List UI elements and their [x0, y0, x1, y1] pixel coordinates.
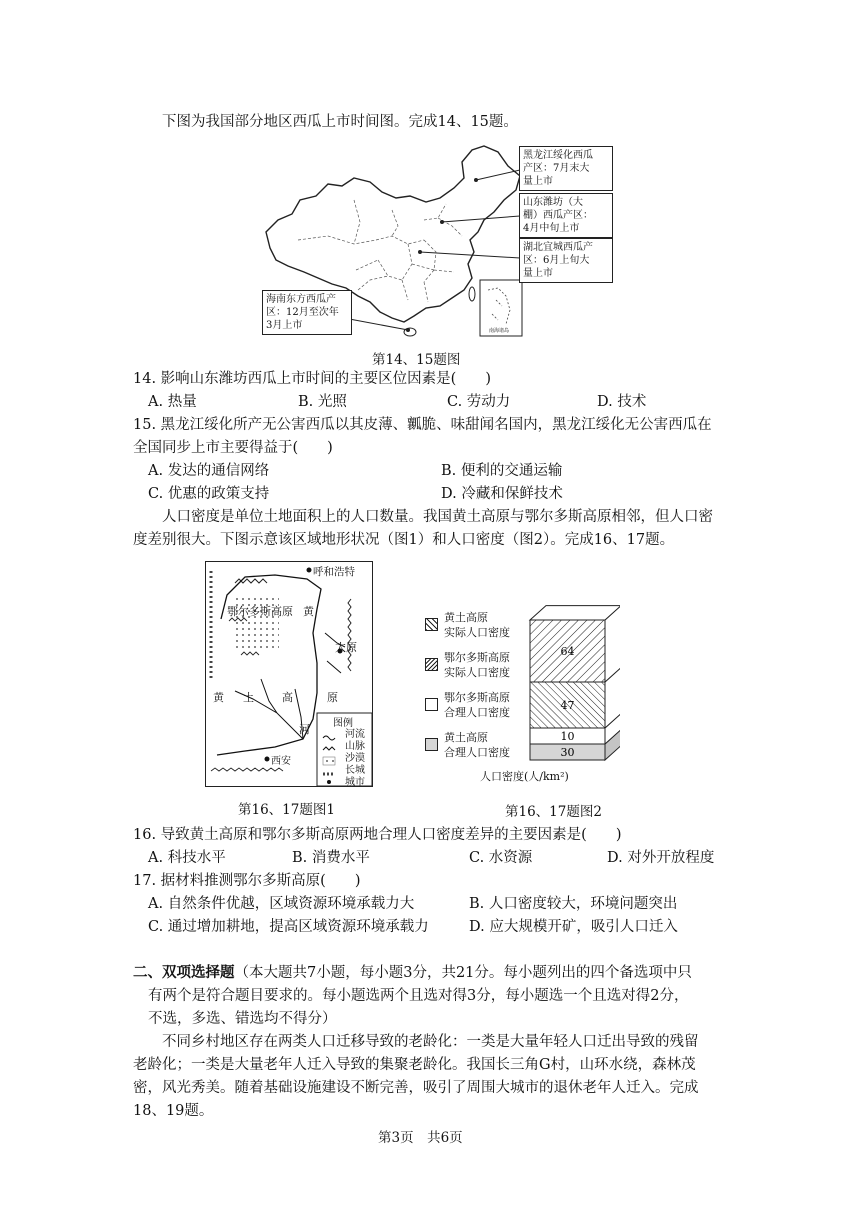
huhehaote-dot [307, 568, 312, 573]
bar-ordos-actual-label: 47 [560, 699, 575, 712]
dongfang-dot [406, 328, 410, 332]
callout-heilongjiang: 黑龙江绥化西瓜 产区：7月末大 量上市 [519, 146, 613, 191]
label-ordos: 鄂尔多斯高原 [227, 605, 293, 618]
legend-swatch [425, 738, 438, 751]
q14-option-d[interactable]: D. 技术 [597, 394, 647, 410]
fig1-caption: 第16、17题图1 [238, 802, 335, 818]
legend-item-city: 城市 [345, 777, 365, 788]
section2-title: 二、双项选择题 [133, 964, 235, 981]
q16-stem: 16. 导致黄土高原和鄂尔多斯高原两地合理人口密度差异的主要因素是( ) [133, 827, 622, 843]
section2-desc2: 有两个是符合题目要求的。每小题选两个且选对得3分，每小题选一个且选对得2分， [148, 988, 689, 1004]
q15-stem-line1: 15. 黑龙江绥化所产无公害西瓜以其皮薄、瓤脆、味甜闻名国内，黑龙江绥化无公害西瓜在 [133, 417, 712, 433]
intro-18-19-line2: 老龄化；一类是大量老年人迁入导致的集聚老龄化。我国长三角G村，山环水绕，森林茂 [133, 1057, 696, 1073]
page-footer: 第3页 共6页 [378, 1130, 463, 1146]
density-chart-figure [420, 600, 620, 785]
callout-shandong: 山东潍坊（大 棚）西瓜产区： 4月中旬上市 [519, 193, 613, 238]
density-legend-item [420, 690, 520, 724]
q16-option-a[interactable]: A. 科技水平 [148, 850, 226, 866]
section2-line1 [133, 963, 692, 983]
terrain-map-figure [205, 561, 373, 787]
label-yuan: 原 [327, 691, 338, 704]
bar-loess-actual-label: 64 [560, 645, 575, 658]
intro-16-17-line1: 人口密度是单位土地面积上的人口数量。我国黄土高原与鄂尔多斯高原相邻，但人口密 [162, 509, 713, 525]
section2-desc3: 不选，多选、错选均不得分） [148, 1011, 337, 1027]
label-tu: 土 [243, 691, 254, 704]
q16-option-d[interactable]: D. 对外开放程度 [607, 850, 715, 866]
legend-label-line2: 合理人口密度 [444, 746, 510, 759]
label-xian: 西安 [271, 756, 291, 767]
q14-option-a[interactable]: A. 热量 [148, 394, 197, 410]
legend-swatch [425, 658, 438, 671]
density-legend [420, 610, 520, 770]
q17-stem: 17. 据材料推测鄂尔多斯高原( ) [133, 873, 361, 889]
suihua-dot [474, 178, 478, 182]
legend-item-mountain: 山脉 [345, 741, 365, 752]
q17-option-a[interactable]: A. 自然条件优越，区域资源环境承载力大 [148, 896, 415, 912]
xian-dot [265, 757, 270, 762]
legend-label-line1: 鄂尔多斯高原 [444, 651, 510, 664]
q16-option-b[interactable]: B. 消费水平 [292, 850, 370, 866]
intro-18-19-line1: 不同乡村地区存在两类人口迁移导致的老龄化：一类是大量年轻人口迁出导致的残留 [162, 1034, 699, 1050]
label-taiyuan: 太原 [335, 641, 357, 654]
q17-option-b[interactable]: B. 人口密度较大，环境问题突出 [469, 896, 678, 912]
q17-option-c[interactable]: C. 通过增加耕地，提高区域资源环境承载力 [148, 919, 429, 935]
legend-label-line2: 实际人口密度 [444, 626, 510, 639]
bar-ordos-reasonable-label: 10 [560, 730, 575, 743]
label-huang-river: 黄 [303, 605, 314, 618]
yicheng-dot [418, 250, 422, 254]
weifang-dot [440, 220, 444, 224]
q14-option-b[interactable]: B. 光照 [298, 394, 347, 410]
legend-label-line1: 黄土高原 [444, 611, 488, 624]
callout-hainan: 海南东方西瓜产 区：12月至次年 3月上市 [262, 290, 352, 335]
q16-option-c[interactable]: C. 水资源 [469, 850, 533, 866]
intro-14-15: 下图为我国部分地区西瓜上市时间图。完成14、15题。 [162, 114, 518, 130]
q15-option-b[interactable]: B. 便利的交通运输 [441, 463, 563, 479]
density-legend-item [420, 730, 520, 764]
label-gao: 高 [282, 691, 293, 704]
section2-desc1: （本大题共7小题，每小题3分，共21分。每小题列出的四个备选项中只 [234, 965, 692, 981]
q14-stem: 14. 影响山东潍坊西瓜上市时间的主要区位因素是( ) [133, 371, 491, 387]
legend-swatch [425, 618, 438, 631]
legend-item-desert: 沙漠 [345, 753, 365, 764]
bar-top-face [530, 606, 620, 620]
q15-stem-line2: 全国同步上市主要得益于( ) [133, 440, 333, 456]
legend-item-wall: 长城 [345, 765, 365, 776]
q15-option-c[interactable]: C. 优惠的政策支持 [148, 486, 270, 502]
density-bars [530, 606, 620, 760]
density-xlabel: 人口密度(人/km²) [480, 770, 569, 783]
map1-caption: 第14、15题图 [372, 352, 461, 368]
legend-item-river: 河流 [345, 729, 365, 740]
legend-swatch [425, 698, 438, 711]
legend-label-line2: 实际人口密度 [444, 666, 510, 679]
q14-option-c[interactable]: C. 劳动力 [447, 394, 511, 410]
inset-label: 南海诸岛 [489, 328, 510, 334]
label-huang: 黄 [213, 691, 224, 704]
legend-title: 图例 [333, 718, 353, 729]
intro-18-19-line4: 18、19题。 [133, 1103, 214, 1119]
density-legend-item [420, 610, 520, 644]
taiwan-island [469, 287, 475, 301]
legend-city-icon [327, 780, 331, 784]
q15-option-d[interactable]: D. 冷藏和保鲜技术 [441, 486, 563, 502]
legend-label-line2: 合理人口密度 [444, 706, 510, 719]
bar-loess-reasonable-label: 30 [560, 746, 575, 759]
intro-16-17-line2: 度差别很大。下图示意该区域地形状况（图1）和人口密度（图2）。完成16、17题。 [133, 532, 675, 548]
q17-option-d[interactable]: D. 应大规模开矿，吸引人口迁入 [469, 919, 678, 935]
callout-hubei: 湖北宜城西瓜产 区：6月上旬大 量上市 [519, 238, 613, 283]
province-lines [298, 200, 462, 302]
fig2-caption: 第16、17题图2 [505, 804, 602, 820]
label-huhehaote: 呼和浩特 [313, 566, 355, 578]
intro-18-19-line3: 密，风光秀美。随着基础设施建设不断完善，吸引了周围大城市的退休老年人迁入。完成 [133, 1080, 699, 1096]
legend-label-line1: 鄂尔多斯高原 [444, 691, 510, 704]
legend-label-line1: 黄土高原 [444, 731, 488, 744]
legend-desert-icon [323, 757, 335, 765]
label-he: 河 [299, 723, 310, 736]
density-legend-item [420, 650, 520, 684]
legend-items [345, 729, 365, 789]
q15-option-a[interactable]: A. 发达的通信网络 [148, 463, 270, 479]
